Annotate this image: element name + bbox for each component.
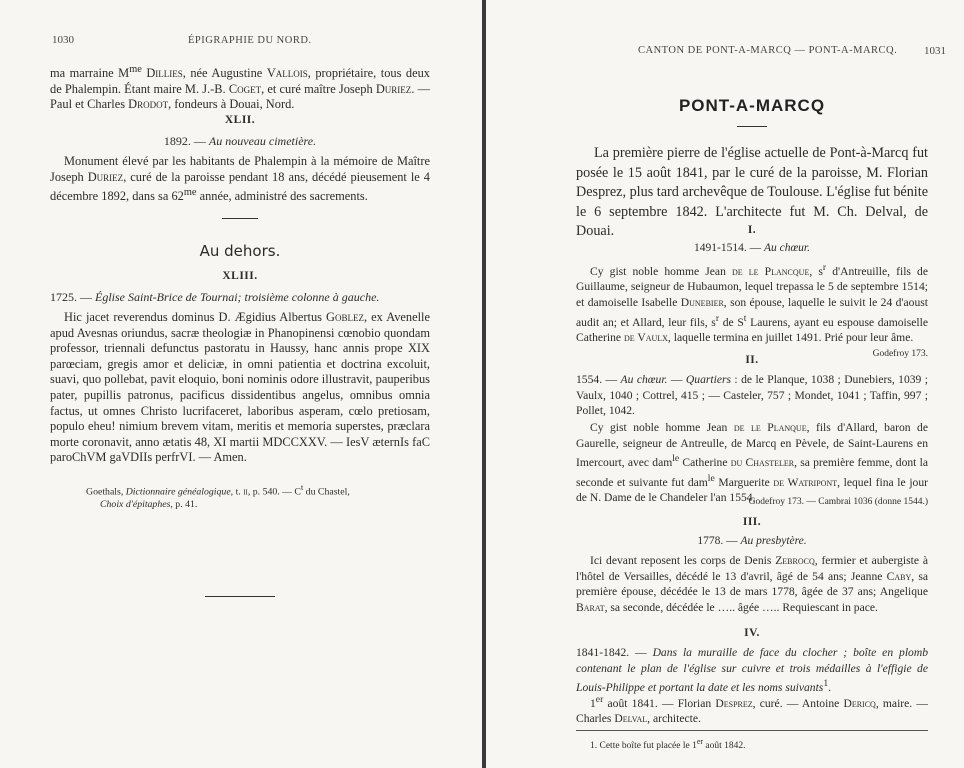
heading-iii: 1778. — Au presbytère. — [697, 535, 807, 547]
section-number-xliii: XLIII. — [222, 270, 258, 282]
page-number: 1031 — [924, 45, 946, 57]
source-xliii: Goethals, Dictionnaire généalogique, t. ii, p. 540. — $C^t$ du Chastel, Choix d'épitaphes, p. 41. — [86, 483, 350, 510]
source-i: Godefroy 173. — [872, 349, 928, 359]
heading-xlii: 1892. — Au nouveau cimetière. — [163, 134, 317, 148]
footnote: 1. Cette boîte fut placée le 1er août 1842. — [590, 737, 746, 752]
heading-i: 1491-1514. — Au chœur. — [694, 242, 810, 254]
section-title: Au dehors. — [199, 242, 281, 260]
section-number-i: I. — [747, 224, 757, 236]
source-ii: Godefroy 173. — Cambrai 1036 (donne 1544.) — [748, 497, 928, 507]
inscription-i: Cy gist noble homme Jean de le Plancque, $s^r$ d'Antreuille, fils de Guillaume, seigneur de Hubaumon, lequel trepassa le 5 de septembre 1514; et damoiselle Isabelle Dunebier, son épouse, laquelle le suivit le 24 d'aoust audit an; et Allard, leur fils, $s^r$ de $S^t$ Laurens, ayant eu espouse damoiselle Catherine de Vaulx, laquelle termina en juillet 1491. Prié pour leur âme. — [576, 262, 928, 345]
inscription-iii: Ici devant reposent les corps de Denis Zebrocq, fermier et aubergiste à l'hôtel de Versailles, décédé le 13 d'avril, âgé de 54 ans; Jeanne Caby, sa première épouse, décédée le 13 de mars 1778, âgée de 37 ans; Angelique Barat, sa seconde, décédée le ….. âgée ….. Requiescant in pace. — [576, 554, 928, 614]
inscription-ii: Cy gist noble homme Jean de le Planque, fils d'Allard, baron de Gaurelle, seigneur de Antreulle, de Marcq en Pèvele, de Saint-Laurens en Imercourt, avec dam$^{le}$ Catherine du Chasteler, sa première femme, dont la seconde et suivante fut dam$^{le}$ Marguerite de Watripont, lequel fina le jour de N. Dame de le Chandeler l'an 1554. — [576, 421, 928, 505]
inscription-iv: 1er août 1841. — Florian Desprez, curé. — Antoine Dericq, maire. — Charles Delval, architecte. — [576, 694, 928, 726]
footnote-rule — [576, 730, 928, 731]
quartiers-ii: 1554. — Au chœur. — Quartiers : de le Planque, 1038 ; Dunebiers, 1039 ; Vaulx, 1040 ; Cottrel, 415 ; — Casteler, 757 ; Mondet, 1041 ; Taffin, 997 ; Pollet, 1042. — [576, 373, 929, 418]
section-number-xlii: XLII. — [224, 114, 256, 126]
divider-rule — [50, 218, 430, 219]
continuation-paragraph: ma marraine $M^{me}$ Dillies, née Augustine Vallois, propriétaire, tous deux de Phalempin. Étant maire M. J.-B. Coget, et curé maître Joseph Duriez. — Paul et Charles Drodot, fondeurs à Douai, Nord. — [50, 64, 430, 112]
inscription-xlii: Monument élevé par les habitants de Phalempin à la mémoire de Maître Joseph Duriez, curé de la paroisse pendant 18 ans, décédé pieusement le 4 décembre 1892, dans sa $62^{me}$ année, administré des sacrements. — [50, 154, 431, 204]
continuation-block — [50, 62, 430, 113]
inscription-xliii: Hic jacet reverendus dominus D. Ægidius Albertus Goblez, ex Avenelle apud Avesnas oriundus, sacræ theologiæ in Phanopinensi cœnobio quondam professor, triennali defunctus pastoratu in Haussy, hanc annis prope XIX parœciam, gregis amor et deliciæ, in omni patientia et doctrina excoluit, suavi, quo pollebat, pavit eloquio, boni nominis odore illustravit, pauperibus pater, pupillis patronus, pacificus dissidentibus angelus, omnibus omnia factus, ut omnes Christo lucrifaceret, laboribus asperam, cœlo pretiosam, populo eheu! nimium brevem vitam, meritis et memoria superstes, præclara morte coronavit, anno ætatis 48, XI martii MDCCXXV. — IesV æternIs faC paroChVM gaVDIIs perfrVI. — Amen. — [50, 310, 430, 465]
end-rule — [50, 596, 430, 597]
intro-paragraph: La première pierre de l'église actuelle de Pont-à-Marcq fut posée le 15 août 1841, par le curé de la paroisse, M. Florian Desprez, plus tard archevêque de Toulouse. L'église fut bénite le 6 septembre 1842. L'architecte fut M. Ch. Delval, de Douai. — [576, 145, 928, 239]
page-number: 1030 — [52, 34, 74, 46]
right-page — [486, 0, 964, 768]
page-title: PONT-A-MARCQ — [678, 96, 826, 115]
running-head: CANTON DE PONT-A-MARCQ — PONT-A-MARCQ. — [638, 45, 898, 56]
running-head: ÉPIGRAPHIE DU NORD. — [188, 35, 312, 46]
heading-xliii: 1725. — Église Saint-Brice de Tournai; troisième colonne à gauche. — [50, 290, 380, 304]
title-rule — [576, 126, 928, 127]
section-number-ii: II. — [745, 354, 759, 366]
heading-iv: 1841-1842. — Dans la muraille de face du clocher ; boîte en plomb contenant le plan de l'église sur cuivre et trois médailles à l'effigie de Louis-Philippe et portant la date et les noms suivants$^1$. — [576, 646, 929, 695]
section-number-iv: IV. — [744, 627, 760, 639]
section-number-iii: III. — [742, 516, 762, 528]
